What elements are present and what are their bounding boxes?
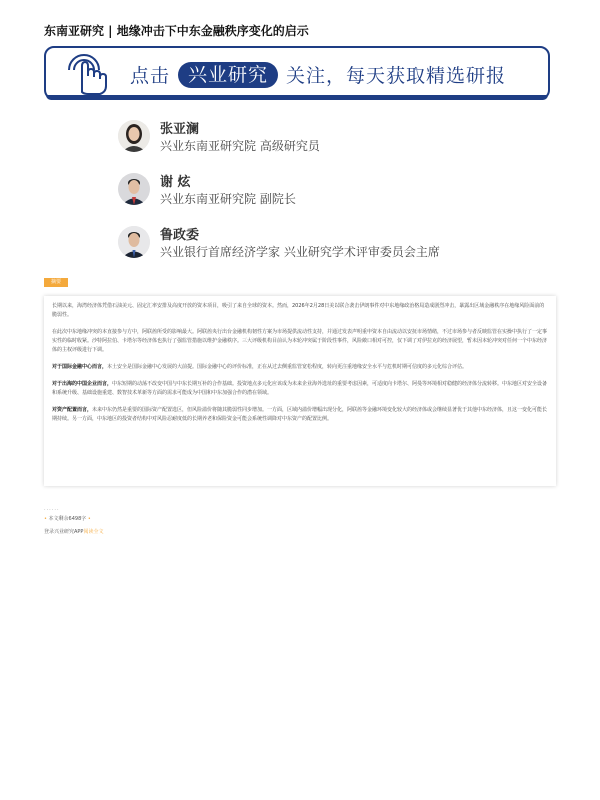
follow-banner[interactable]: [44, 46, 550, 100]
remaining-count: [44, 515, 91, 522]
author-name: 谢 炫: [160, 175, 191, 190]
banner-text: [130, 61, 506, 88]
author-name: 鲁政委: [160, 228, 200, 243]
author-title: 兴业银行首席经济学家 兴业研究学术评审委员会主席: [160, 245, 440, 259]
abstract-paragraph: 在此次中东地缘冲突的本直接参与方中，阿联酋所受的影响最大。阿联酋央行出台金融机构韧性方案为市场提供流动性支持，并通过发表声明重申资本自由流动以安抚市场情绪，不过市场参与者反映监管在实操中执行了一定事实性的临时收紧。沙特阿拉伯、卡塔尔等经济体也执行了强监管措施以维护金融秩序。三大评级机构目前认为本轮冲突属于阶段性事件，风险敞口相对可控，仅下调了对伊拉克的经济展望，暂未因本轮冲突对任何一个中东经济体的主权评级进行下调。: [52, 329, 548, 353]
avatar: [118, 226, 150, 258]
divider-dots: ......: [44, 506, 60, 512]
abstract-paragraph: 对于出海的中国企业而言，中东短期的动荡不改变中国与中东长期互补的合作基础。投资地点多元化应该成为未来企业海外选址的重要考虑因素，可适度向卡塔尔、阿曼等环境相对稳健的经济体分流转移。中东地区对安全设备和系统升级、基础设施重建、数智技术革新等方面的需求可能成为中国和中东加强合作的潜在领域。: [52, 381, 548, 396]
abstract-box: [44, 296, 556, 486]
banner-prefix: 点击: [130, 65, 171, 87]
abstract-paragraph: 对于国际金融中心而言，本土安全是国际金融中心发展的大前提。国际金融中心的评价标准，正在从过去侧重监管宽松程度，转向更注重地缘安全水平与危机时期可信度的多元化综合评估。: [52, 364, 468, 370]
bullet-dot-icon: •: [87, 516, 91, 522]
bullet-dot-icon: •: [44, 516, 47, 522]
banner-suffix: 关注，每天获取精选研报: [286, 65, 507, 87]
hand-tap-icon: [68, 52, 114, 96]
brand-pill[interactable]: 兴业研究: [178, 62, 278, 88]
abstract-paragraph: 对资产配置而言，未来中东仍然是重要的国际资产配置选区，但风险溢价将随其脆弱性同步增加。一方面，区域内溢价增幅出现分化，阿联酋等金融环境变化较大的经济体或会继续显著优于其他中东经济体，且这一变化可能长期持续。另一方面，中东地区的投资者结构中对风险忍耐度低的长期养老和保险资金可能会系统性调降对中东资产的配置比例。: [52, 407, 548, 422]
summary-tag: 摘要: [44, 278, 68, 287]
author-title: 兴业东南亚研究院 副院长: [160, 192, 296, 206]
author-name: 张亚澜: [160, 122, 200, 137]
abstract-paragraph: 长期以来，海湾经济体凭借石油美元、固定汇率安排及高度开放的资本项目，吸引了来自全球的资本。然而，2026年2月28日美以联合袭击伊朗事件对中东地缘政治格局造成剧烈冲击，暴露出区域金融秩序在地缘风险面前的脆弱性。: [52, 303, 545, 318]
read-more: [44, 528, 103, 535]
read-more-prefix: 登录兴业研究APP: [44, 529, 84, 535]
author-title: 兴业东南亚研究院 高级研究员: [160, 139, 320, 153]
avatar: [118, 173, 150, 205]
read-full-link[interactable]: 阅读全文: [83, 529, 104, 535]
avatar: [118, 120, 150, 152]
article-title: 东南亚研究 | 地缘冲击下中东金融秩序变化的启示: [44, 24, 309, 38]
remaining-text: 本文剩余6498字: [48, 516, 87, 522]
